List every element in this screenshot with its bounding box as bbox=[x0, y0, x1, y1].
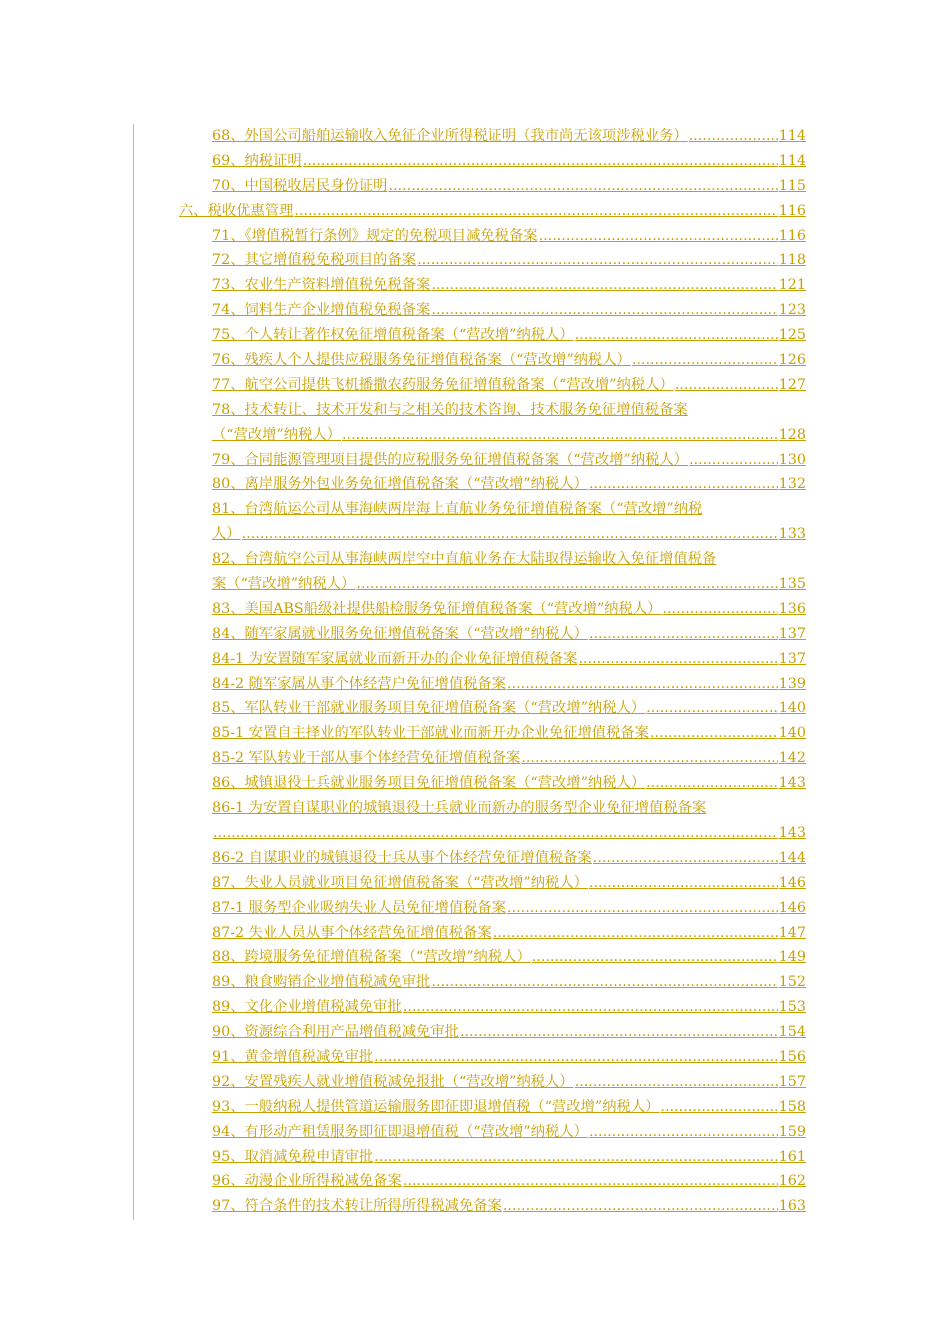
toc-entry-page-number: 156 bbox=[778, 1048, 806, 1065]
toc-entry-line bbox=[212, 224, 806, 249]
dot-leader bbox=[593, 846, 778, 871]
toc-entry-title: 83、美国ABS船级社提供船检服务免征增值税备案（“营改增”纳税人） bbox=[212, 600, 662, 617]
dot-leader bbox=[589, 622, 778, 647]
toc-entry[interactable] bbox=[212, 1194, 806, 1219]
dot-leader bbox=[374, 1145, 778, 1170]
toc-entry-page-number: 130 bbox=[778, 451, 806, 468]
toc-entry-title: 76、残疾人个人提供应税服务免征增值税备案（“营改增”纳税人） bbox=[212, 352, 631, 369]
toc-entry-line bbox=[212, 174, 806, 199]
dot-leader bbox=[417, 248, 778, 273]
toc-entry-page-number: 127 bbox=[778, 376, 806, 393]
toc-entry[interactable] bbox=[212, 995, 806, 1020]
toc-entry-line bbox=[212, 871, 806, 896]
toc-entry-line bbox=[212, 124, 806, 149]
toc-entry-page-number: 137 bbox=[778, 650, 806, 667]
dot-leader bbox=[579, 647, 778, 672]
toc-entry[interactable] bbox=[212, 696, 806, 721]
toc-entry-title: 95、取消减免税申请审批 bbox=[212, 1148, 374, 1165]
toc-entry[interactable] bbox=[212, 1120, 806, 1145]
toc-entry-line bbox=[212, 448, 806, 473]
toc-entry[interactable] bbox=[212, 746, 806, 771]
toc-entry-title: 人） bbox=[212, 526, 241, 543]
toc-entry-line bbox=[212, 647, 806, 672]
dot-leader bbox=[213, 821, 778, 846]
dot-leader bbox=[632, 348, 778, 373]
dot-leader bbox=[342, 423, 778, 448]
toc-entry-page-number: 125 bbox=[778, 327, 806, 344]
toc-entry-title: 85-1 安置自主择业的军队转业干部就业而新开办企业免征增值税备案 bbox=[212, 725, 649, 742]
toc-entry-page-number: 154 bbox=[778, 1024, 806, 1041]
toc-entry-title: 84、随军家属就业服务免征增值税备案（“营改增”纳税人） bbox=[212, 625, 588, 642]
dot-leader bbox=[507, 896, 778, 921]
toc-entry[interactable] bbox=[212, 771, 806, 796]
toc-entry-page-number: 146 bbox=[778, 899, 806, 916]
toc-entry-title-first-line: 82、台湾航空公司从事海峡两岸空中直航业务在大陆取得运输收入免征增值税备 bbox=[212, 551, 717, 568]
toc-entry-title: 97、符合条件的技术转让所得所得税减免备案 bbox=[212, 1198, 502, 1215]
toc-entry-page-number: 139 bbox=[778, 675, 806, 692]
dot-leader bbox=[646, 771, 778, 796]
dot-leader bbox=[650, 721, 778, 746]
toc-entry-title: 87-2 失业人员从事个体经营免征增值税备案 bbox=[212, 924, 492, 941]
toc-entry-page-number: 161 bbox=[778, 1148, 806, 1165]
toc-entry[interactable] bbox=[179, 199, 806, 224]
toc-entry[interactable] bbox=[212, 1070, 806, 1095]
toc-entry[interactable] bbox=[212, 124, 806, 149]
dot-leader bbox=[575, 323, 778, 348]
toc-entry-page-number: 142 bbox=[778, 750, 806, 767]
toc-entry[interactable] bbox=[212, 472, 806, 497]
toc-entry-line bbox=[212, 995, 806, 1020]
dot-leader bbox=[431, 970, 777, 995]
toc-entry-line bbox=[212, 672, 806, 697]
dot-leader bbox=[660, 1095, 777, 1120]
toc-entry[interactable] bbox=[212, 672, 806, 697]
dot-leader bbox=[575, 1070, 778, 1095]
dot-leader bbox=[675, 373, 778, 398]
dot-leader bbox=[507, 672, 778, 697]
toc-entry-title: 86、城镇退役士兵就业服务项目免征增值税备案（“营改增”纳税人） bbox=[212, 775, 646, 792]
dot-leader bbox=[689, 124, 778, 149]
toc-entry-title: 73、农业生产资料增值税免税备案 bbox=[212, 277, 431, 294]
toc-entry-page-number: 135 bbox=[778, 576, 806, 593]
toc-entry-page-number: 114 bbox=[778, 152, 806, 169]
toc-entry[interactable] bbox=[212, 298, 806, 323]
toc-entry[interactable] bbox=[212, 448, 806, 473]
toc-entry-line bbox=[212, 821, 806, 846]
toc-entry-line bbox=[212, 298, 806, 323]
toc-entry[interactable] bbox=[212, 896, 806, 921]
toc-entry-title: 85、军队转业干部就业服务项目免征增值税备案（“营改增”纳税人） bbox=[212, 700, 646, 717]
toc-entry-line bbox=[212, 771, 806, 796]
dot-leader bbox=[503, 1194, 778, 1219]
toc-entry-title: 74、饲料生产企业增值税免税备案 bbox=[212, 302, 431, 319]
toc-entry-line bbox=[212, 149, 806, 174]
toc-entry-title: 91、黄金增值税减免审批 bbox=[212, 1048, 374, 1065]
toc-entry-title: 86-2 自谋职业的城镇退役士兵从事个体经营免征增值税备案 bbox=[212, 849, 592, 866]
toc-entry-line bbox=[212, 572, 806, 597]
toc-entry-page-number: 152 bbox=[778, 974, 806, 991]
toc-entry[interactable] bbox=[212, 373, 806, 398]
toc-entry-page-number: 126 bbox=[778, 352, 806, 369]
dot-leader bbox=[646, 696, 778, 721]
toc-entry-title: 70、中国税收居民身份证明 bbox=[212, 177, 388, 194]
toc-entry-title: 75、个人转让著作权免征增值税备案（“营改增”纳税人） bbox=[212, 327, 574, 344]
toc-entry-title: 84-1 为安置随军家属就业而新开办的企业免征增值税备案 bbox=[212, 650, 578, 667]
dot-leader bbox=[431, 273, 777, 298]
toc-entry-page-number: 132 bbox=[778, 476, 806, 493]
dot-leader bbox=[403, 1169, 778, 1194]
toc-entry-title: 69、纳税证明 bbox=[212, 152, 302, 169]
toc-entry-page-number: 116 bbox=[778, 202, 806, 219]
toc-entry-page-number: 146 bbox=[778, 874, 806, 891]
toc-entry-page-number: 144 bbox=[778, 849, 806, 866]
toc-entry[interactable] bbox=[212, 348, 806, 373]
toc-entry[interactable] bbox=[212, 597, 806, 622]
toc-entry-title: 77、航空公司提供飞机播撒农药服务免征增值税备案（“营改增”纳税人） bbox=[212, 376, 674, 393]
toc-entry-title: 87、失业人员就业项目免征增值税备案（“营改增”纳税人） bbox=[212, 874, 588, 891]
toc-entry-page-number: 143 bbox=[778, 824, 806, 841]
dot-leader bbox=[294, 199, 777, 224]
toc-entry-line bbox=[212, 1169, 806, 1194]
dot-leader bbox=[431, 298, 777, 323]
table-of-contents bbox=[0, 124, 950, 1219]
toc-entry-line bbox=[212, 746, 806, 771]
toc-entry-page-number: 140 bbox=[778, 725, 806, 742]
toc-entry-line bbox=[212, 1020, 806, 1045]
toc-entry-page-number: 137 bbox=[778, 625, 806, 642]
toc-entry[interactable] bbox=[212, 1095, 806, 1120]
toc-entry-page-number: 116 bbox=[778, 227, 806, 244]
toc-entry-line bbox=[212, 970, 806, 995]
dot-leader bbox=[356, 572, 777, 597]
toc-entry-page-number: 136 bbox=[778, 600, 806, 617]
toc-entry[interactable] bbox=[212, 1145, 806, 1170]
dot-leader bbox=[374, 1045, 778, 1070]
dot-leader bbox=[589, 472, 778, 497]
toc-entry-line bbox=[212, 323, 806, 348]
toc-entry[interactable] bbox=[212, 547, 806, 597]
dot-leader bbox=[689, 448, 778, 473]
toc-entry-title: 80、离岸服务外包业务免征增值税备案（“营改增”纳税人） bbox=[212, 476, 588, 493]
toc-entry[interactable] bbox=[212, 721, 806, 746]
toc-entry-line bbox=[179, 199, 806, 224]
toc-entry[interactable] bbox=[212, 149, 806, 174]
toc-entry-page-number: 114 bbox=[778, 128, 806, 144]
toc-entry[interactable] bbox=[212, 174, 806, 199]
dot-leader bbox=[242, 522, 778, 547]
dot-leader bbox=[589, 871, 778, 896]
toc-entry-line bbox=[212, 1120, 806, 1145]
toc-entry-line bbox=[212, 597, 806, 622]
dot-leader bbox=[662, 597, 777, 622]
toc-entry[interactable] bbox=[212, 622, 806, 647]
toc-entry-title: 93、一般纳税人提供管道运输服务即征即退增值税（“营改增”纳税人） bbox=[212, 1098, 660, 1115]
toc-entry-title: 87-1 服务型企业吸纳失业人员免征增值税备案 bbox=[212, 899, 507, 916]
toc-entry-title: 六、税收优惠管理 bbox=[179, 202, 294, 219]
toc-entry[interactable] bbox=[212, 1020, 806, 1045]
toc-entry[interactable] bbox=[212, 846, 806, 871]
toc-entry-title-first-line: 78、技术转让、技术开发和与之相关的技术咨询、技术服务免征增值税备案 bbox=[212, 401, 688, 418]
dot-leader bbox=[589, 1120, 778, 1145]
toc-entry-title: 84-2 随军家属从事个体经营户免征增值税备案 bbox=[212, 675, 507, 692]
toc-entry-page-number: 147 bbox=[778, 924, 806, 941]
toc-entry[interactable] bbox=[212, 224, 806, 249]
toc-entry-page-number: 162 bbox=[778, 1173, 806, 1190]
toc-entry-page-number: 133 bbox=[778, 526, 806, 543]
toc-entry-title: 案（“营改增”纳税人） bbox=[212, 576, 356, 593]
toc-entry-line bbox=[212, 1145, 806, 1170]
toc-entry-line bbox=[212, 1095, 806, 1120]
toc-entry[interactable] bbox=[212, 398, 806, 448]
dot-leader bbox=[460, 1020, 778, 1045]
toc-entry-page-number: 143 bbox=[778, 775, 806, 792]
dot-leader bbox=[521, 746, 777, 771]
toc-entry-title: 92、安置残疾人就业增值税减免报批（“营改增”纳税人） bbox=[212, 1073, 574, 1090]
toc-entry-line bbox=[212, 945, 806, 970]
toc-entry[interactable] bbox=[212, 871, 806, 896]
toc-entry-page-number: 115 bbox=[778, 177, 806, 194]
toc-entry[interactable] bbox=[212, 497, 806, 547]
toc-entry-line bbox=[212, 622, 806, 647]
toc-entry[interactable] bbox=[212, 945, 806, 970]
dot-leader bbox=[388, 174, 777, 199]
toc-entry[interactable] bbox=[212, 1169, 806, 1194]
toc-entry-title: 94、有形动产租赁服务即征即退增值税（“营改增”纳税人） bbox=[212, 1123, 588, 1140]
toc-entry-page-number: 149 bbox=[778, 949, 806, 966]
toc-entry[interactable] bbox=[212, 323, 806, 348]
dot-leader bbox=[403, 995, 778, 1020]
toc-entry-title: 89、粮食购销企业增值税减免审批 bbox=[212, 974, 431, 991]
toc-entry-title: 72、其它增值税免税项目的备案 bbox=[212, 252, 417, 269]
toc-entry-title: 90、资源综合利用产品增值税减免审批 bbox=[212, 1024, 459, 1041]
toc-entry[interactable] bbox=[212, 273, 806, 298]
toc-entry-title: 85-2 军队转业干部从事个体经营免征增值税备案 bbox=[212, 750, 521, 767]
dot-leader bbox=[532, 945, 778, 970]
toc-entry-page-number: 158 bbox=[778, 1098, 806, 1115]
toc-entry-line bbox=[212, 472, 806, 497]
toc-entry[interactable] bbox=[212, 796, 806, 846]
toc-entry-page-number: 163 bbox=[778, 1198, 806, 1215]
toc-entry-line bbox=[212, 423, 806, 448]
toc-entry-line bbox=[212, 1045, 806, 1070]
toc-entry-page-number: 157 bbox=[778, 1073, 806, 1090]
toc-entry-page-number: 118 bbox=[778, 252, 806, 269]
toc-entry-line bbox=[212, 373, 806, 398]
toc-entry-title: 89、文化企业增值税减免审批 bbox=[212, 999, 402, 1016]
toc-entry[interactable] bbox=[212, 921, 806, 946]
toc-entry-line bbox=[212, 1194, 806, 1219]
toc-entry-line bbox=[212, 896, 806, 921]
toc-entry-title: 96、动漫企业所得税减免备案 bbox=[212, 1173, 402, 1190]
toc-entry-line bbox=[212, 1070, 806, 1095]
toc-entry-line bbox=[212, 273, 806, 298]
dot-leader bbox=[539, 224, 778, 249]
toc-entry[interactable] bbox=[212, 1045, 806, 1070]
toc-entry-line bbox=[212, 921, 806, 946]
toc-entry-line bbox=[212, 721, 806, 746]
toc-entry-page-number: 123 bbox=[778, 302, 806, 319]
toc-entry[interactable] bbox=[212, 647, 806, 672]
toc-entry-line bbox=[212, 248, 806, 273]
toc-entry-title-first-line: 81、台湾航运公司从事海峡两岸海上直航业务免征增值税备案（“营改增”纳税 bbox=[212, 501, 703, 518]
toc-entry-line bbox=[212, 348, 806, 373]
dot-leader bbox=[493, 921, 778, 946]
toc-entry[interactable] bbox=[212, 970, 806, 995]
toc-entry-line bbox=[212, 522, 806, 547]
toc-entry-title: 68、外国公司船舶运输收入免征企业所得税证明（我市尚无该项涉税业务） bbox=[212, 128, 688, 144]
toc-entry-title: 88、跨境服务免征增值税备案（“营改增”纳税人） bbox=[212, 949, 531, 966]
toc-entry-line bbox=[212, 846, 806, 871]
toc-entry[interactable] bbox=[212, 248, 806, 273]
toc-entry-title-first-line: 86-1 为安置自谋职业的城镇退役士兵就业而新办的服务型企业免征增值税备案 bbox=[212, 800, 707, 817]
toc-entry-page-number: 128 bbox=[778, 426, 806, 443]
toc-entry-page-number: 159 bbox=[778, 1123, 806, 1140]
toc-entry-title: 79、合同能源管理项目提供的应税服务免征增值税备案（“营改增”纳税人） bbox=[212, 451, 689, 468]
toc-entry-title: （“营改增”纳税人） bbox=[212, 426, 341, 443]
toc-entry-page-number: 153 bbox=[778, 999, 806, 1016]
toc-entry-page-number: 140 bbox=[778, 700, 806, 717]
toc-entry-line bbox=[212, 696, 806, 721]
toc-entry-page-number: 121 bbox=[778, 277, 806, 294]
dot-leader bbox=[303, 149, 778, 174]
toc-entry-title: 71、《增值税暂行条例》规定的免税项目减免税备案 bbox=[212, 227, 538, 244]
